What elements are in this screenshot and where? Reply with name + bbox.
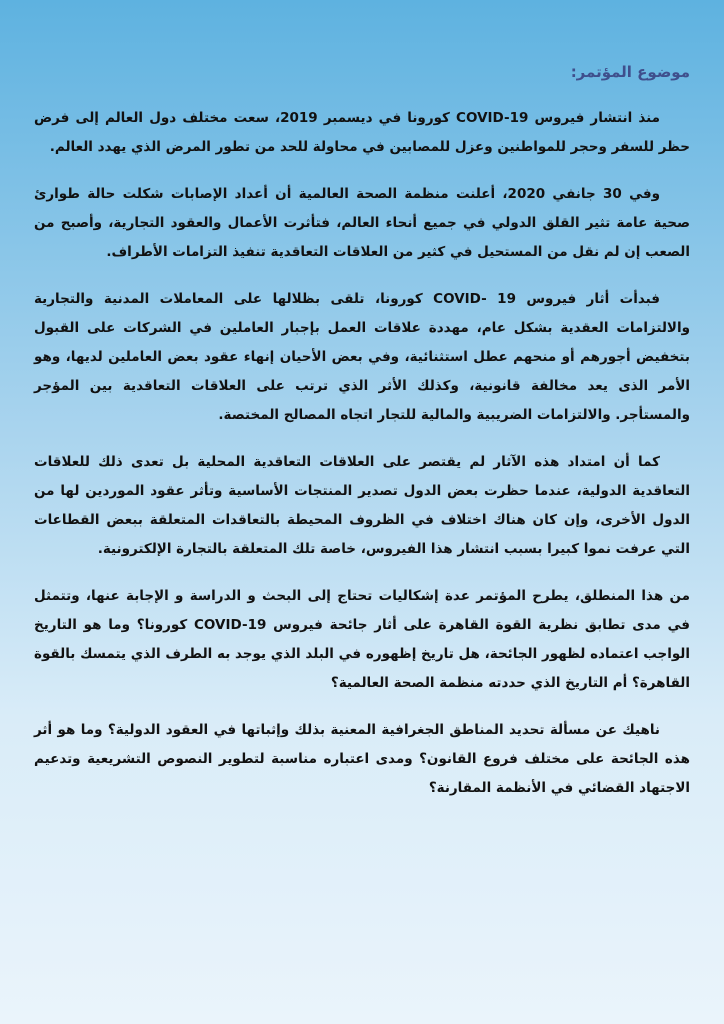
paragraph-outbreak: منذ انتشار فيروس COVID-19 كورونا في ديسمبر 2019، سعت مختلف دول العالم إلى فرض حظر للسفر وحجر للمواطنين وعزل للمصابين في محاولة للحد من تطور المرض الذي يهدد العالم. xyxy=(34,110,690,155)
paragraph-research-questions: من هذا المنطلق، يطرح المؤتمر عدة إشكاليات تحتاج إلى البحث و الدراسة و الإجابة عنها، وتتمثل في مدى تطابق نظرية القوة القاهرة على أثار جائحة فيروس COVID-19 كورونا؟ وما هو التاريخ الواجب اعتماده لظهور الجائحة، هل تاريخ إظهوره في البلد الذي يوجد به الطرف الذي يتمسك بالقوة القاهرة؟ أم التاريخ الذي حددته منظمة الصحة العالمية؟ xyxy=(34,588,690,691)
paragraph-contract-effects: فبدأت أثار فيروس COVID- 19 كورونا، تلقى بظلالها على المعاملات المدنية والتجارية والالتزامات العقدية بشكل عام، مهددة علاقات العمل بإجبار العاملين في الشركات على القبول بتخفيض أجورهم أو منحهم عطل استثنائية، وفي بعض الأحيان إنهاء عقود بعض العاملين لديها، وهو الأمر الذى يعد مخالفة قانونية، وكذلك الأثر الذي ترتب على العلاقات التعاقدية بين المؤجر والمستأجر. والالتزامات الضريبية والمالية للتجار اتجاه المصالح المختصة. xyxy=(34,291,690,423)
paragraph-international-contracts: كما أن امتداد هذه الآثار لم يقتصر على العلاقات التعاقدية المحلية بل تعدى ذلك للعلاقات التعاقدية الدولية، عندما حظرت بعض الدول تصدير المنتجات الأساسية وتأثر عقود الموردين لها من الدول الأخرى، وإن كان هناك اختلاف في الظروف المحيطة بالتعاقدات المتعلقة ببعض القطاعات التي عرفت نموا كبيرا بسبب انتشار هذا الفيروس، خاصة تلك المتعلقة بالتجارة الإلكترونية. xyxy=(34,454,690,557)
document-body xyxy=(34,58,690,821)
paragraph-who-declaration: وفي 30 جانفي 2020، أعلنت منظمة الصحة العالمية أن أعداد الإصابات شكلت حالة طوارئ صحية عامة تثير القلق الدولي في جميع أنحاء العالم، فتأثرت الأعمال والعقود التجارية، وأصبح من الصعب إن لم نقل من المستحيل في كثير من العلاقات التعاقدية تنفيذ التزامات الأطراف. xyxy=(34,186,690,260)
conference-topic-heading: موضوع المؤتمر: xyxy=(570,63,690,81)
paragraph-geographic-scope: ناهيك عن مسألة تحديد المناطق الجغرافية المعنية بذلك وإثباتها في العقود الدولية؟ وما هو أثر هذه الجائحة على مختلف فروع القانون؟ ومدى اعتباره مناسبة لتطوير النصوص التشريعية وتدعيم الاجتهاد القضائي في الأنظمة المقارنة؟ xyxy=(34,722,690,796)
